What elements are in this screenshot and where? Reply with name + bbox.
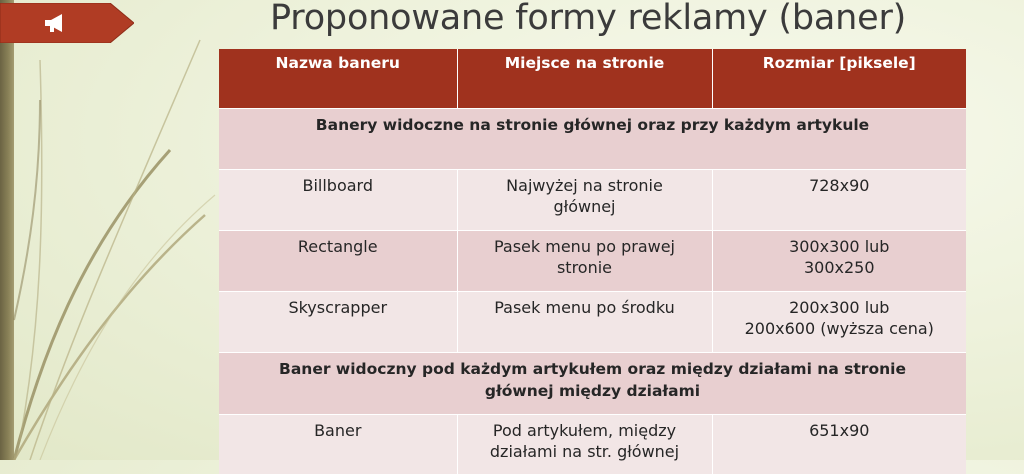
banner-place-cell: Pasek menu po środku — [457, 291, 712, 352]
banner-name-cell: Skyscrapper — [219, 291, 457, 352]
section-heading: Banery widoczne na stronie głównej oraz przy każdym artykule — [219, 108, 966, 169]
banner-size-cell: 300x300 lub 300x250 — [712, 230, 966, 291]
megaphone-icon — [42, 12, 68, 34]
header-size-pixels: Rozmiar [piksele] — [712, 49, 966, 108]
banner-place-cell: Najwyżej na stronie głównej — [457, 169, 712, 230]
grass-decoration-icon — [0, 0, 230, 460]
table-row — [219, 230, 966, 291]
section-heading: Baner widoczny pod każdym artykułem oraz między działami na stronie głównej między działami — [219, 352, 966, 414]
banner-size-cell: 200x300 lub 200x600 (wyższa cena) — [712, 291, 966, 352]
section-flag[interactable] — [0, 3, 134, 43]
banner-size-cell: 651x90 — [712, 414, 966, 474]
table-row — [219, 291, 966, 352]
banner-name-cell: Billboard — [219, 169, 457, 230]
table-section-row — [219, 108, 966, 169]
banner-size-cell: 728x90 — [712, 169, 966, 230]
header-page-location: Miejsce na stronie — [457, 49, 712, 108]
table-row — [219, 169, 966, 230]
banner-place-cell: Pasek menu po prawej stronie — [457, 230, 712, 291]
table-row — [219, 414, 966, 474]
header-banner-name: Nazwa baneru — [219, 49, 457, 108]
slide-title: Proponowane formy reklamy (baner) — [270, 0, 907, 38]
banner-name-cell: Baner — [219, 414, 457, 474]
table-header-row — [219, 49, 966, 108]
banner-name-cell: Rectangle — [219, 230, 457, 291]
banner-forms-table — [219, 49, 966, 474]
table-section-row — [219, 352, 966, 414]
banner-place-cell: Pod artykułem, między działami na str. głównej — [457, 414, 712, 474]
